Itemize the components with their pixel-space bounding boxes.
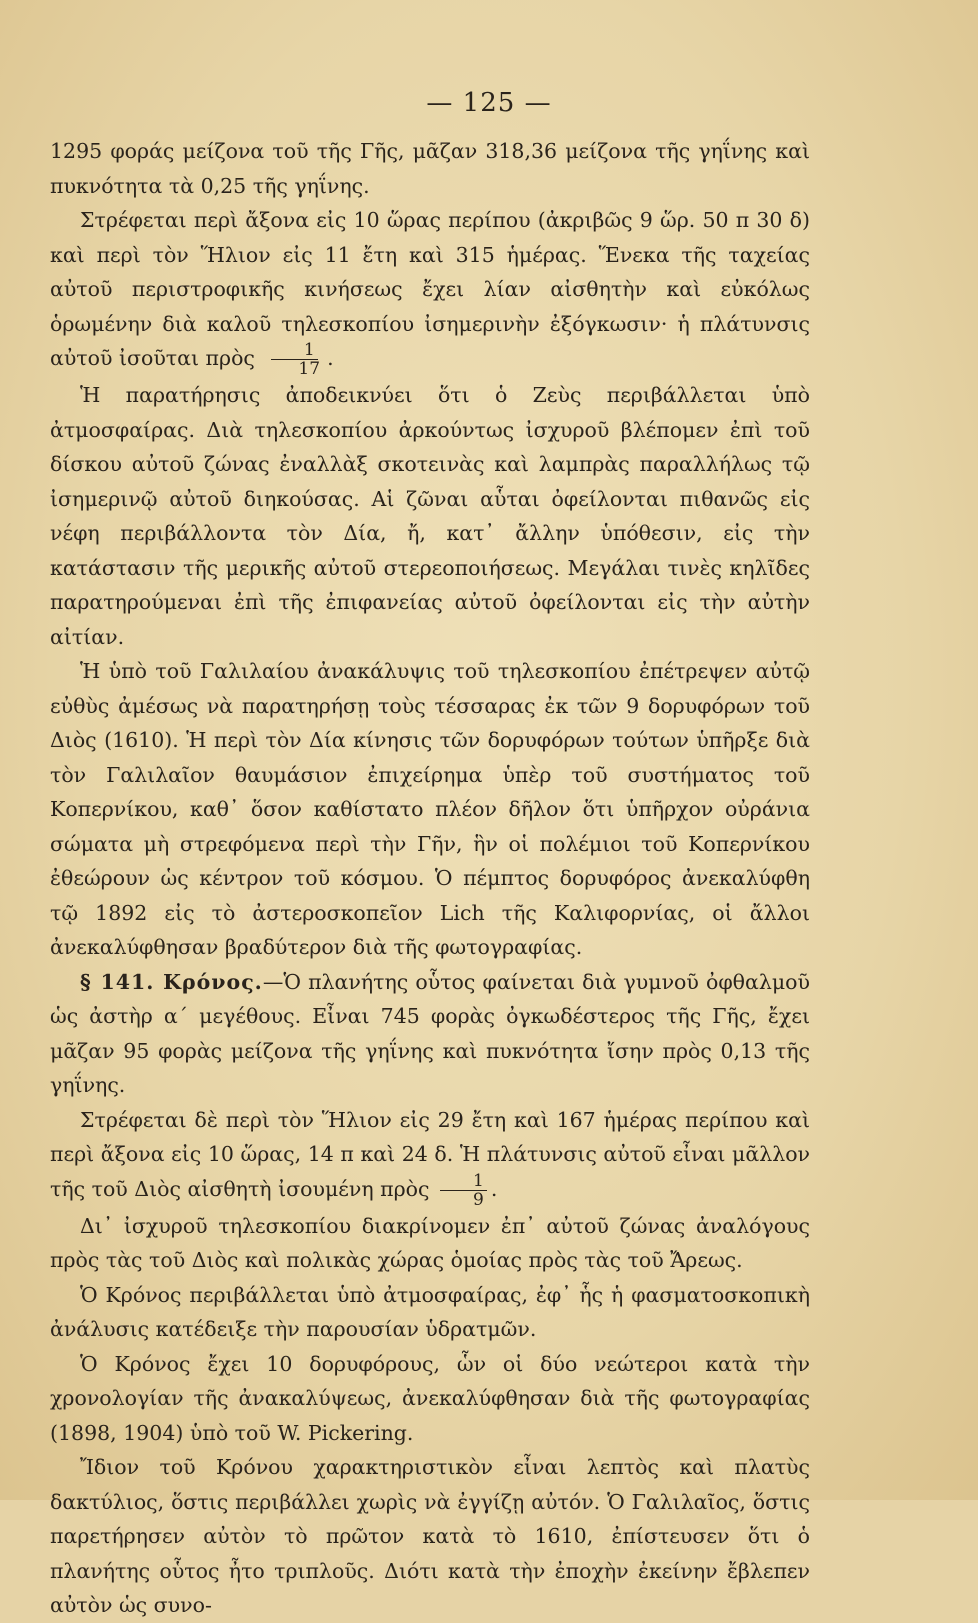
paragraph — [50, 1278, 810, 1347]
paragraph-text: Στρέφεται δὲ περὶ τὸν Ἥλιον εἰς 29 ἔτη καὶ 167 ἡμέρας περίπου καὶ περὶ ἄξονα εἰς 10 ὥρας, 14 π καὶ 24 δ. Ἡ πλάτυνσις αὐτοῦ εἶναι μᾶλλον τῆς τοῦ Διὸς αἰσθητὴ ἰσουμένη πρὸς — [50, 1107, 810, 1201]
page-number: — 125 — — [426, 88, 552, 118]
paragraph-end: . — [490, 1176, 498, 1201]
paragraph-text: Ὁ Κρόνος ἔχει 10 δορυφόρους, ὧν οἱ δύο νεώτεροι κατὰ τὴν χρονολογίαν τῆς ἀνακαλύψεως, ἀνεκαλύφθησαν διὰ τῆς φωτογραφίας (1898, 1904) ὑπὸ τοῦ W. Pickering. — [50, 1351, 810, 1445]
paragraph-text: Δι᾽ ἰσχυροῦ τηλεσκοπίου διακρίνομεν ἐπ᾽ αὐτοῦ ζώνας ἀναλόγους πρὸς τὰς τοῦ Διὸς καὶ πολικὰς χώρας ὁμοίας πρὸς τὰς τοῦ Ἄρεως. — [50, 1213, 810, 1272]
fraction — [440, 1172, 487, 1209]
paragraph — [50, 1103, 810, 1209]
paragraph-text: Στρέφεται περὶ ἄξονα εἰς 10 ὥρας περίπου (ἀκριβῶς 9 ὥρ. 50 π 30 δ) καὶ περὶ τὸν Ἥλιον εἰς 11 ἔτη καὶ 315 ἡμέρας. Ἕνεκα τῆς ταχείας αὐτοῦ περιστροφικῆς κινήσεως ἔχει λίαν αἰσθητὴν καὶ εὐκόλως ὁρωμένην διὰ καλοῦ τηλεσκοπίου ἰσημερινὴν ἐξόγκωσιν· ἡ πλάτυνσις αὐτοῦ ἰσοῦται πρὸς — [50, 208, 810, 370]
paragraph — [50, 1347, 810, 1451]
fraction-numerator: 1 — [271, 341, 318, 360]
paragraph-end: . — [327, 346, 334, 370]
paragraph-text: Ἡ παρατήρησις ἀποδεικνύει ὅτι ὁ Ζεὺς περιβάλλεται ὑπὸ ἀτμοσφαίρας. Διὰ τηλεσκοπίου ἀρκούντως ἰσχυροῦ βλέπομεν ἐπὶ τοῦ δίσκου αὐτοῦ ζώνας ἐναλλὰξ σκοτεινὰς καὶ λαμπρὰς παραλλήλως τῷ ἰσημερινῷ αὐτοῦ διηκούσας. Αἱ ζῶναι αὗται ὀφείλονται πιθανῶς εἰς νέφη περιβάλλοντα τὸν Δία, ἤ, κατ᾽ ἄλλην ὑπόθεσιν, εἰς τὴν κατάστασιν τῆς μερικῆς αὐτοῦ στερεοποιήσεως. Μεγάλαι τινὲς κηλῖδες παρατηρούμεναι ἐπὶ τῆς ἐπιφανείας αὐτοῦ ὀφείλονται εἰς τὴν αὐτὴν αἰτίαν. — [50, 383, 810, 649]
paragraph-text: Ἴδιον τοῦ Κρόνου χαρακτηριστικὸν εἶναι λεπτὸς καὶ πλατὺς δακτύλιος, ὅστις περιβάλλει χωρὶς νὰ ἐγγίζῃ αὐτόν. Ὁ Γαλιλαῖος, ὅστις παρετήρησεν αὐτὸν τὸ πρῶτον κατὰ τὸ 1610, ἐπίστευσεν ὅτι ὁ πλανήτης οὗτος ἦτο τριπλοῦς. Διότι κατὰ τὴν ἐποχὴν ἐκείνην ἔβλεπεν αὐτὸν ὡς συνο- — [50, 1455, 810, 1617]
paragraph-text: Ἡ ὑπὸ τοῦ Γαλιλαίου ἀνακάλυψις τοῦ τηλεσκοπίου ἐπέτρεψεν αὐτῷ εὐθὺς ἀμέσως νὰ παρατηρήσῃ τοὺς τέσσαρας ἐκ τῶν 9 δορυφόρων τοῦ Διὸς (1610). Ἡ περὶ τὸν Δία κίνησις τῶν δορυφόρων τούτων ὑπῆρξε διὰ τὸν Γαλιλαῖον θαυμάσιον ἐπιχείρημα ὑπὲρ τοῦ συστήματος τοῦ Κοπερνίκου, καθ᾽ ὅσον καθίστατο πλέον δῆλον ὅτι ὑπῆρχον οὐράνια σώματα μὴ στρεφόμενα περὶ τὴν Γῆν, ἣν οἱ πολέμιοι τοῦ Κοπερνίκου ἐθεώρουν ὡς κέντρον τοῦ κόσμου. Ὁ πέμπτος δορυφόρος ἀνεκαλύφθη τῷ 1892 εἰς τὸ ἀστεροσκοπεῖον Lich τῆς Καλιφορνίας, οἱ ἄλλοι ἀνεκαλύφθησαν βραδύτερον διὰ τῆς φωτογραφίας. — [50, 659, 810, 959]
paragraph — [50, 134, 810, 203]
paragraph-text: Ὁ Κρόνος περιβάλλεται ὑπὸ ἀτμοσφαίρας, ἐφ᾽ ἧς ἡ φασματοσκοπικὴ ἀνάλυσις κατέδειξε τὴν παρουσίαν ὑδρατμῶν. — [50, 1282, 810, 1341]
paragraph — [50, 378, 810, 654]
paragraph — [50, 654, 810, 965]
paragraph — [50, 203, 810, 378]
fraction-denominator: 9 — [473, 1189, 484, 1210]
section-heading: § 141. Κρόνος. — [80, 969, 263, 994]
paragraph-text: 1295 φοράς μείζονα τοῦ τῆς Γῆς, μᾶζαν 318,36 μείζονα τῆς γηΐνης καὶ πυκνότητα τὰ 0,25 τῆς γηΐνης. — [50, 139, 810, 198]
fraction — [265, 341, 323, 378]
paragraph — [50, 1209, 810, 1278]
paragraph — [50, 1450, 810, 1623]
fraction-numerator: 1 — [440, 1172, 487, 1191]
paragraph-text: —Ὁ πλανήτης οὗτος φαίνεται διὰ γυμνοῦ ὀφθαλμοῦ ὡς ἀστὴρ α΄ μεγέθους. Εἶναι 745 φορὰς ὀγκωδέστερος τῆς Γῆς, ἔχει μᾶζαν 95 φορὰς μείζονα τῆς γηΐνης καὶ πυκνότητα ἴσην πρὸς 0,13 τῆς γηΐνης. — [50, 969, 810, 1097]
paragraph — [50, 965, 810, 1103]
fraction-denominator: 17 — [298, 359, 321, 379]
body-text — [50, 134, 810, 1623]
